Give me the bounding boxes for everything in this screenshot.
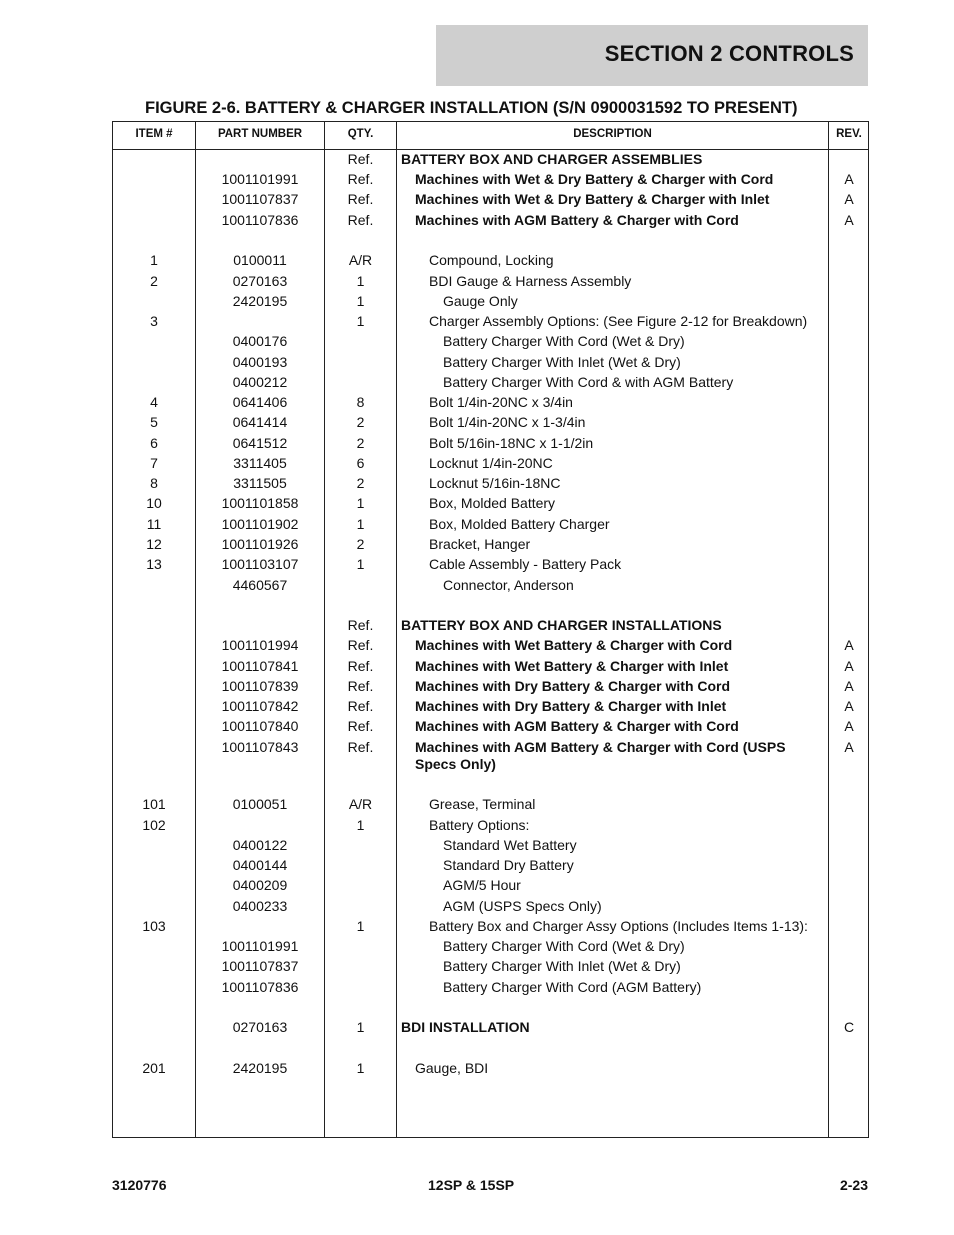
part-number-cell: 1001101902 xyxy=(221,516,299,532)
description-cell: Gauge Only xyxy=(443,293,518,309)
quantity-cell: Ref. xyxy=(347,191,374,207)
footer-doc-number: 3120776 xyxy=(112,1177,167,1193)
part-number-cell: 3311505 xyxy=(233,475,287,491)
quantity-cell: 1 xyxy=(356,516,365,532)
part-number-cell: 1001107836 xyxy=(221,212,299,228)
part-number-cell: 1001107839 xyxy=(221,678,299,694)
part-number-cell: 1001107840 xyxy=(221,718,299,734)
quantity-cell: Ref. xyxy=(347,698,374,714)
section-header-box xyxy=(436,25,868,86)
description-cell: Battery Charger With Cord (AGM Battery) xyxy=(443,979,702,995)
description-cell: Locknut 1/4in-20NC xyxy=(429,455,553,471)
item-number-cell: 8 xyxy=(150,475,158,491)
quantity-cell: 1 xyxy=(356,293,365,309)
quantity-cell: Ref. xyxy=(347,617,374,633)
header-divider xyxy=(113,149,868,150)
column-header-item: ITEM # xyxy=(135,128,173,140)
revision-cell: A xyxy=(844,739,854,755)
quantity-cell: 1 xyxy=(356,556,365,572)
quantity-cell: 1 xyxy=(356,273,365,289)
part-number-cell: 3311405 xyxy=(233,455,287,471)
column-divider xyxy=(828,122,829,1137)
description-cell: Box, Molded Battery xyxy=(429,495,556,511)
item-number-cell: 5 xyxy=(150,414,158,430)
item-number-cell: 101 xyxy=(142,796,166,812)
quantity-cell: 1 xyxy=(356,1019,365,1035)
part-number-cell: 1001107841 xyxy=(221,658,299,674)
item-number-cell: 7 xyxy=(150,455,158,471)
figure-title: FIGURE 2-6. BATTERY & CHARGER INSTALLATION (S/N 0900031592 TO PRESENT) xyxy=(145,99,798,117)
description-cell: BDI INSTALLATION xyxy=(401,1019,530,1035)
column-divider xyxy=(396,122,397,1137)
part-number-cell: 1001101991 xyxy=(221,938,299,954)
part-number-cell: 1001107837 xyxy=(221,191,299,207)
footer-model: 12SP & 15SP xyxy=(428,1177,515,1193)
quantity-cell: 2 xyxy=(356,435,365,451)
description-cell: Battery Box and Charger Assy Options (Includes Items 1-13): xyxy=(429,918,808,934)
column-header-part-number: PART NUMBER xyxy=(217,128,303,140)
item-number-cell: 12 xyxy=(146,536,162,552)
quantity-cell: Ref. xyxy=(347,739,374,755)
item-number-cell: 3 xyxy=(150,313,158,329)
part-number-cell: 0100051 xyxy=(232,796,288,812)
quantity-cell: Ref. xyxy=(347,171,374,187)
quantity-cell: 6 xyxy=(356,455,365,471)
description-cell: Connector, Anderson xyxy=(443,577,574,593)
part-number-cell: 0400122 xyxy=(232,837,288,853)
part-number-cell: 4460567 xyxy=(232,577,288,593)
description-cell: BATTERY BOX AND CHARGER ASSEMBLIES xyxy=(401,151,703,167)
column-header-qty: QTY. xyxy=(347,128,374,140)
column-header-description: DESCRIPTION xyxy=(573,128,652,140)
item-number-cell: 2 xyxy=(150,273,158,289)
description-cell: Machines with AGM Battery & Charger with Cord xyxy=(415,212,739,228)
part-number-cell: 0400193 xyxy=(232,354,288,370)
quantity-cell: A/R xyxy=(348,252,373,268)
item-number-cell: 1 xyxy=(150,252,158,268)
description-cell: Box, Molded Battery Charger xyxy=(429,516,610,532)
revision-cell: A xyxy=(844,191,854,207)
description-cell: Machines with Dry Battery & Charger with Cord xyxy=(415,678,731,694)
quantity-cell: 1 xyxy=(356,817,365,833)
item-number-cell: 102 xyxy=(142,817,166,833)
part-number-cell: 0400209 xyxy=(232,877,288,893)
part-number-cell: 0641414 xyxy=(232,414,288,430)
quantity-cell: 1 xyxy=(356,495,365,511)
description-cell: Locknut 5/16in-18NC xyxy=(429,475,561,491)
quantity-cell: Ref. xyxy=(347,658,374,674)
description-cell: Gauge, BDI xyxy=(415,1060,489,1076)
item-number-cell: 201 xyxy=(142,1060,166,1076)
quantity-cell: Ref. xyxy=(347,718,374,734)
description-cell: Battery Charger With Cord (Wet & Dry) xyxy=(443,333,685,349)
description-cell: BATTERY BOX AND CHARGER INSTALLATIONS xyxy=(401,617,722,633)
section-title: SECTION 2 CONTROLS xyxy=(604,41,854,66)
quantity-cell: Ref. xyxy=(347,151,374,167)
quantity-cell: 1 xyxy=(356,1060,365,1076)
revision-cell: A xyxy=(844,698,854,714)
part-number-cell: 1001107843 xyxy=(221,739,299,755)
item-number-cell: 11 xyxy=(146,516,162,532)
part-number-cell: 1001103107 xyxy=(221,556,299,572)
part-number-cell: 1001107837 xyxy=(221,958,299,974)
part-number-cell: 0270163 xyxy=(232,1019,288,1035)
part-number-cell: 0400176 xyxy=(232,333,288,349)
footer-page-number: 2-23 xyxy=(839,1177,868,1193)
part-number-cell: 0641406 xyxy=(232,394,288,410)
column-header-rev: REV. xyxy=(836,128,862,140)
quantity-cell: 1 xyxy=(356,313,365,329)
quantity-cell: Ref. xyxy=(347,637,374,653)
part-number-cell: 1001107836 xyxy=(221,979,299,995)
description-cell: AGM (USPS Specs Only) xyxy=(443,898,602,914)
quantity-cell: Ref. xyxy=(347,678,374,694)
revision-cell: A xyxy=(844,678,854,694)
quantity-cell: 2 xyxy=(356,475,365,491)
part-number-cell: 2420195 xyxy=(232,1060,288,1076)
description-cell: Bolt 1/4in-20NC x 1-3/4in xyxy=(429,414,586,430)
item-number-cell: 13 xyxy=(146,556,162,572)
description-cell: Compound, Locking xyxy=(429,252,554,268)
revision-cell: A xyxy=(844,637,854,653)
item-number-cell: 103 xyxy=(142,918,166,934)
item-number-cell: 6 xyxy=(150,435,158,451)
part-number-cell: 2420195 xyxy=(232,293,288,309)
part-number-cell: 0400233 xyxy=(232,898,288,914)
description-cell: Machines with AGM Battery & Charger with Cord xyxy=(415,718,739,734)
revision-cell: A xyxy=(844,171,854,187)
revision-cell: A xyxy=(844,658,854,674)
description-cell: Battery Charger With Cord (Wet & Dry) xyxy=(443,938,685,954)
part-number-cell: 1001101994 xyxy=(221,637,299,653)
description-cell: Bracket, Hanger xyxy=(429,536,531,552)
description-cell: Machines with Wet & Dry Battery & Charger with Inlet xyxy=(415,191,770,207)
part-number-cell: 1001101991 xyxy=(221,171,299,187)
description-cell: Battery Charger With Inlet (Wet & Dry) xyxy=(443,958,681,974)
revision-cell: A xyxy=(844,718,854,734)
description-cell: Bolt 1/4in-20NC x 3/4in xyxy=(429,394,573,410)
part-number-cell: 1001101858 xyxy=(221,495,299,511)
part-number-cell: 1001101926 xyxy=(221,536,299,552)
parts-table xyxy=(112,121,869,1138)
part-number-cell: 0400212 xyxy=(232,374,288,390)
quantity-cell: 1 xyxy=(356,918,365,934)
quantity-cell: 2 xyxy=(356,414,365,430)
description-cell: Battery Charger With Inlet (Wet & Dry) xyxy=(443,354,681,370)
description-cell: Battery Options: xyxy=(429,817,530,833)
description-cell: Bolt 5/16in-18NC x 1-1/2in xyxy=(429,435,594,451)
description-cell: Machines with Wet Battery & Charger with Cord xyxy=(415,637,733,653)
item-number-cell: 10 xyxy=(146,495,162,511)
description-cell: Machines with Dry Battery & Charger with Inlet xyxy=(415,698,727,714)
description-cell: Grease, Terminal xyxy=(429,796,536,812)
part-number-cell: 0400144 xyxy=(232,857,288,873)
quantity-cell: Ref. xyxy=(347,212,374,228)
quantity-cell: 8 xyxy=(356,394,365,410)
description-cell: Standard Wet Battery xyxy=(443,837,577,853)
quantity-cell: 2 xyxy=(356,536,365,552)
description-cell: Standard Dry Battery xyxy=(443,857,574,873)
part-number-cell: 0270163 xyxy=(232,273,288,289)
description-cell: AGM/5 Hour xyxy=(443,877,521,893)
description-cell: BDI Gauge & Harness Assembly xyxy=(429,273,632,289)
description-cell: Machines with Wet & Dry Battery & Charger with Cord xyxy=(415,171,774,187)
description-cell: Machines with Wet Battery & Charger with Inlet xyxy=(415,658,729,674)
part-number-cell: 1001107842 xyxy=(221,698,299,714)
description-cell: Cable Assembly - Battery Pack xyxy=(429,556,622,572)
part-number-cell: 0641512 xyxy=(232,435,288,451)
description-cell: Machines with AGM Battery & Charger with Cord (USPS Specs Only) xyxy=(415,739,786,772)
revision-cell: C xyxy=(843,1019,855,1035)
quantity-cell: A/R xyxy=(348,796,373,812)
revision-cell: A xyxy=(844,212,854,228)
description-cell: Charger Assembly Options: (See Figure 2-12 for Breakdown) xyxy=(429,313,808,329)
part-number-cell: 0100011 xyxy=(233,252,287,268)
item-number-cell: 4 xyxy=(150,394,158,410)
description-cell: Battery Charger With Cord & with AGM Battery xyxy=(443,374,734,390)
